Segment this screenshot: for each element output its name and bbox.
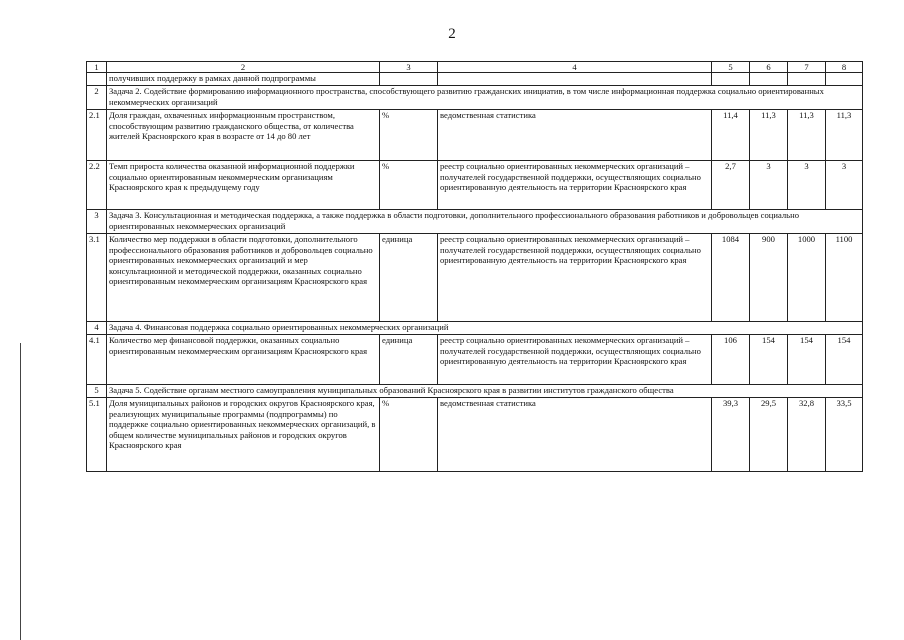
- cell-source: реестр социально ориентированных некоммерческих организаций – получателей государственной поддержки, осуществляющих социально ориентированную деятельность на территории Красноярского края: [438, 234, 712, 322]
- cell-value: 11,4: [712, 110, 750, 161]
- cell-no: 3.1: [87, 234, 107, 322]
- cell-value: 1100: [826, 234, 863, 322]
- cell-value: 154: [826, 335, 863, 385]
- header-cell: 1: [87, 62, 107, 73]
- cell-no: 2.1: [87, 110, 107, 161]
- cell-source: [438, 73, 712, 86]
- table-row: [87, 161, 863, 210]
- cell-unit: %: [380, 161, 438, 210]
- task-text: Задача 5. Содействие органам местного самоуправления муниципальных образований Красноярского края в развитии институтов гражданского общества: [107, 385, 863, 398]
- header-cell: 6: [750, 62, 788, 73]
- cell-value: 29,5: [750, 398, 788, 472]
- header-cell: 7: [788, 62, 826, 73]
- continuation-row: [87, 73, 863, 86]
- cell-source: реестр социально ориентированных некоммерческих организаций – получателей государственной поддержки, осуществляющих социально ориентированную деятельность на территории Красноярского края: [438, 335, 712, 385]
- cell-value: 1000: [788, 234, 826, 322]
- table-row: [87, 110, 863, 161]
- cell-name: Количество мер поддержки в области подготовки, дополнительного профессионального образования работников и добровольцев социально ориентированных некоммерческих организаций и мер консультационной и методической поддержки, оказанных социально ориентированным некоммерческим организациям Красноярского края: [107, 234, 380, 322]
- task-row: [87, 86, 863, 110]
- cell-source: реестр социально ориентированных некоммерческих организаций – получателей государственной поддержки, осуществляющих социально ориентированную деятельность на территории Красноярского края: [438, 161, 712, 210]
- cell-no: 2.2: [87, 161, 107, 210]
- task-row: [87, 210, 863, 234]
- margin-line: [20, 343, 21, 640]
- cell-value: 11,3: [788, 110, 826, 161]
- cell-value: 39,3: [712, 398, 750, 472]
- cell-value: 11,3: [750, 110, 788, 161]
- cell-value: 900: [750, 234, 788, 322]
- cell-unit: %: [380, 110, 438, 161]
- cell-source: ведомственная статистика: [438, 110, 712, 161]
- header-cell: 5: [712, 62, 750, 73]
- cell-value: [750, 73, 788, 86]
- task-row: [87, 385, 863, 398]
- cell-name: Темп прироста количества оказанной информационной поддержки социально ориентированным некоммерческим организациям Красноярского края к предыдущему году: [107, 161, 380, 210]
- cell-value: 154: [750, 335, 788, 385]
- task-number: 5: [87, 385, 107, 398]
- cell-value: 3: [750, 161, 788, 210]
- table-row: [87, 335, 863, 385]
- cell-value: 2,7: [712, 161, 750, 210]
- cell-value: [826, 73, 863, 86]
- cell-unit: единица: [380, 234, 438, 322]
- header-cell: 3: [380, 62, 438, 73]
- cell-name: Доля муниципальных районов и городских округов Красноярского края, реализующих муниципальные программы (подпрограммы) по поддержке социально ориентированных некоммерческих организаций, в общем количестве муниципальных районов и городских округов Красноярского края: [107, 398, 380, 472]
- cell-name: Доля граждан, охваченных информационным пространством, способствующим развитию гражданского общества, от количества жителей Красноярского края в возрасте от 14 до 80 лет: [107, 110, 380, 161]
- table-row: [87, 234, 863, 322]
- cell-value: 1084: [712, 234, 750, 322]
- cell-value: 3: [826, 161, 863, 210]
- cell-value: 3: [788, 161, 826, 210]
- cell-no: 4.1: [87, 335, 107, 385]
- header-row: [87, 62, 863, 73]
- cell-value: [788, 73, 826, 86]
- task-number: 3: [87, 210, 107, 234]
- cell-no: 5.1: [87, 398, 107, 472]
- header-cell: 8: [826, 62, 863, 73]
- cell-value: 106: [712, 335, 750, 385]
- cell-name: получивших поддержку в рамках данной подпрограммы: [107, 73, 380, 86]
- cell-value: [712, 73, 750, 86]
- cell-source: ведомственная статистика: [438, 398, 712, 472]
- cell-value: 154: [788, 335, 826, 385]
- cell-no: [87, 73, 107, 86]
- cell-value: 33,5: [826, 398, 863, 472]
- task-text: Задача 3. Консультационная и методическая поддержка, а также поддержка в области подготовки, дополнительного профессионального образования работников и добровольцев социально ориентированных некоммерческих организаций: [107, 210, 863, 234]
- task-row: [87, 322, 863, 335]
- task-number: 2: [87, 86, 107, 110]
- page-number: 2: [448, 26, 456, 42]
- header-cell: 2: [107, 62, 380, 73]
- cell-value: 32,8: [788, 398, 826, 472]
- cell-unit: [380, 73, 438, 86]
- cell-unit: единица: [380, 335, 438, 385]
- header-cell: 4: [438, 62, 712, 73]
- task-number: 4: [87, 322, 107, 335]
- cell-value: 11,3: [826, 110, 863, 161]
- task-text: Задача 2. Содействие формированию информационного пространства, способствующего развитию гражданских инициатив, в том числе информационная поддержка социально ориентированных некоммерческих организаций: [107, 86, 863, 110]
- cell-unit: %: [380, 398, 438, 472]
- cell-name: Количество мер финансовой поддержки, оказанных социально ориентированным некоммерческим организациям Красноярского края: [107, 335, 380, 385]
- task-text: Задача 4. Финансовая поддержка социально ориентированных некоммерческих организаций: [107, 322, 863, 335]
- indicators-table: [86, 61, 863, 472]
- table-row: [87, 398, 863, 472]
